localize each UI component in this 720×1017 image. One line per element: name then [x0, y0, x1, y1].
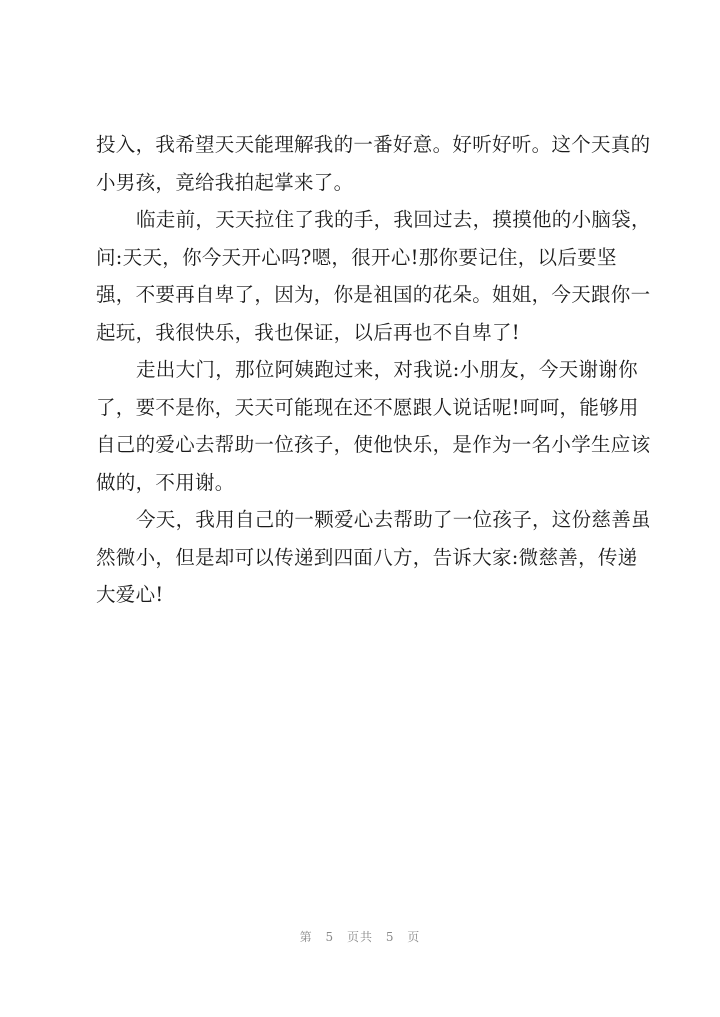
- paragraph-first-line: 临走前，天天拉住了我的手，我回过去，摸摸他的小脑袋，: [136, 208, 651, 231]
- page-label-mid: 页共: [346, 930, 373, 944]
- paragraph-first-line: 今天，我用自己的一颗爱心去帮助了一位孩子，这份慈善虽: [136, 508, 651, 531]
- text-line: 做的，不用谢。: [96, 470, 235, 494]
- page-label-prefix: 第: [299, 930, 313, 944]
- text-line: 投入，我希望天天能理解我的一番好意。好听好听。这个天真的: [96, 133, 651, 156]
- page-number-footer: [0, 928, 720, 945]
- text-line: 小男孩，竟给我拍起掌来了。: [96, 170, 354, 194]
- current-page-number: 5: [325, 930, 335, 944]
- text-line: 大爱心!: [96, 583, 164, 606]
- text-line: 起玩，我很快乐，我也保证，以后再也不自卑了!: [96, 320, 520, 344]
- text-line: 问:天天，你今天开心吗?嗯，很开心!那你要记住，以后要坚: [96, 245, 617, 269]
- text-line: 然微小，但是却可以传递到四面八方，告诉大家:微慈善，传递: [96, 545, 638, 569]
- total-pages-number: 5: [385, 930, 395, 944]
- paragraph-first-line: 走出大门，那位阿姨跑过来，对我说:小朋友，今天谢谢你: [136, 358, 638, 381]
- body-text: [96, 126, 651, 614]
- page-label-suffix: 页: [407, 930, 421, 944]
- text-line: 了，要不是你，天天可能现在还不愿跟人说话呢!呵呵，能够用: [96, 395, 639, 419]
- text-line: 自己的爱心去帮助一位孩子，使他快乐，是作为一名小学生应该: [96, 433, 651, 456]
- text-line: 强，不要再自卑了，因为，你是祖国的花朵。姐姐，今天跟你一: [96, 283, 651, 306]
